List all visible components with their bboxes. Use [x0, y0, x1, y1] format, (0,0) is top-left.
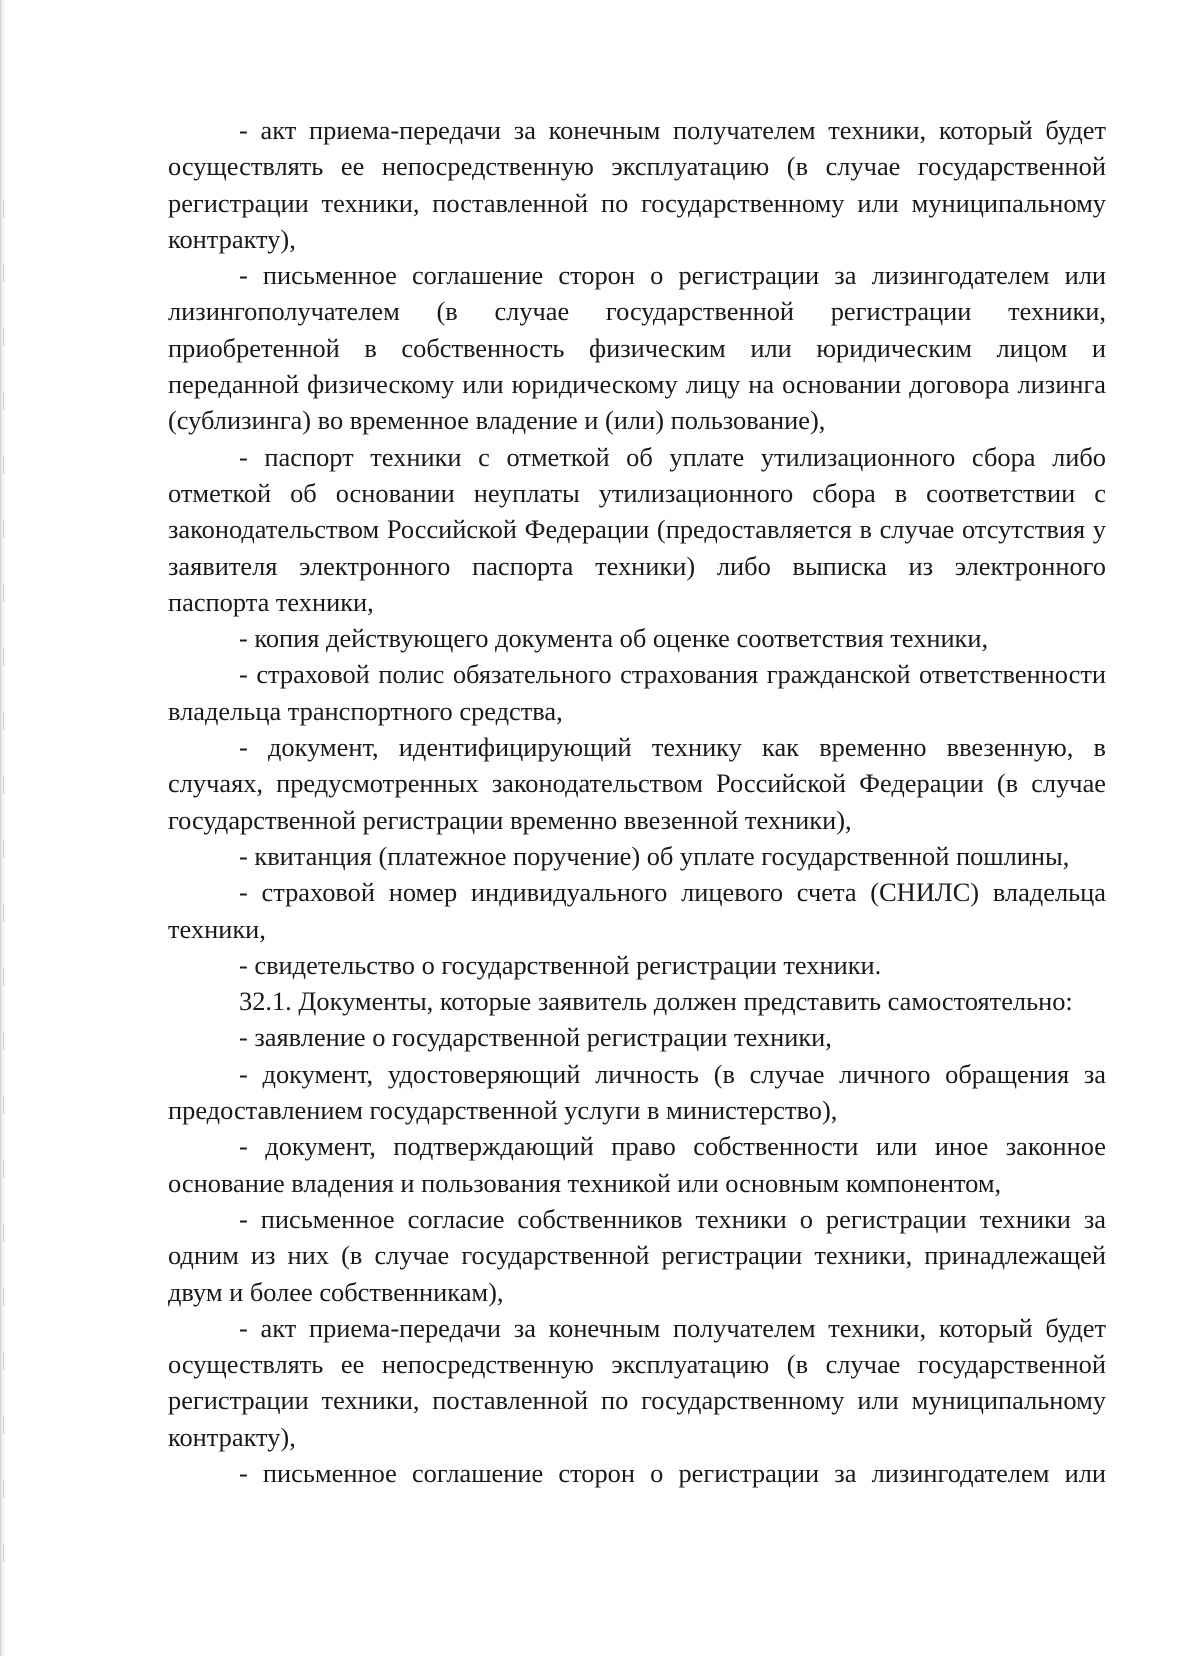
paragraph-fee-receipt: - квитанция (платежное поручение) об уплате государственной пошлины, — [239, 840, 1070, 871]
paragraph-vehicle-passport: - паспорт техники с отметкой об уплате утилизационного сбора либо отметкой об основании неуплаты утилизационного сбора в соответствии с законодательством Российской Федерации (предоставляется в случае отсутствия у заявителя электронного паспорта техники) либо выписка из электронного паспорта техники, — [168, 441, 1106, 617]
paragraph-conformity-copy: - копия действующего документа об оценке соответствия техники, — [239, 623, 989, 654]
paragraph-snils: - страховой номер индивидуального лицевого счета (СНИЛС) владельца техники, — [168, 877, 1106, 944]
paragraph-leasing-agreement: - письменное соглашение сторон о регистрации за лизингодателем или лизингополучателем (в случае государственной регистрации техники, приобретенной в собственность физическим или юридическим лицом и переданной физическому или юридическому лицу на основании договора лизинга (сублизинга) во временное владение и (или) пользование), — [168, 260, 1106, 436]
paragraph-leasing-agreement-repeat: - письменное соглашение сторон о регистрации за лизингодателем или — [239, 1457, 1106, 1488]
document-body — [168, 112, 1106, 1491]
paragraph-act-transfer-repeat: - акт приема-передачи за конечным получателем техники, который будет осуществлять ее непосредственную эксплуатацию (в случае государственной регистрации техники, поставленной по государственному или муниципальному контракту), — [168, 1312, 1106, 1452]
paragraph-owners-consent: - письменное согласие собственников техники о регистрации техники за одним из них (в случае государственной регистрации техники, принадлежащей двум и более собственникам), — [168, 1203, 1106, 1307]
paragraph-identity-document: - документ, удостоверяющий личность (в случае личного обращения за предоставлением государственной услуги в министерство), — [168, 1058, 1106, 1126]
scan-edge-artifact — [0, 0, 8, 1656]
paragraph-temporary-import: - документ, идентифицирующий технику как временно ввезенную, в случаях, предусмотренных законодательством Российской Федерации (в случае государственной регистрации временно ввезенной техники), — [168, 732, 1106, 835]
paragraph-application: - заявление о государственной регистрации техники, — [239, 1022, 832, 1053]
paragraph-registration-certificate: - свидетельство о государственной регистрации техники. — [239, 949, 882, 980]
paragraph-section-32-1: 32.1. Документы, которые заявитель должен представить самостоятельно: — [239, 986, 1073, 1017]
paragraph-ownership-document: - документ, подтверждающий право собственности или иное законное основание владения и пользования техникой или основным компонентом, — [168, 1131, 1106, 1198]
paragraph-insurance-policy: - страховой полис обязательного страхования гражданской ответственности владельца транспортного средства, — [168, 659, 1106, 726]
paragraph-act-transfer: - акт приема-передачи за конечным получателем техники, который будет осуществлять ее непосредственную эксплуатацию (в случае государственной регистрации техники, поставленной по государственному или муниципальному контракту), — [168, 115, 1106, 254]
